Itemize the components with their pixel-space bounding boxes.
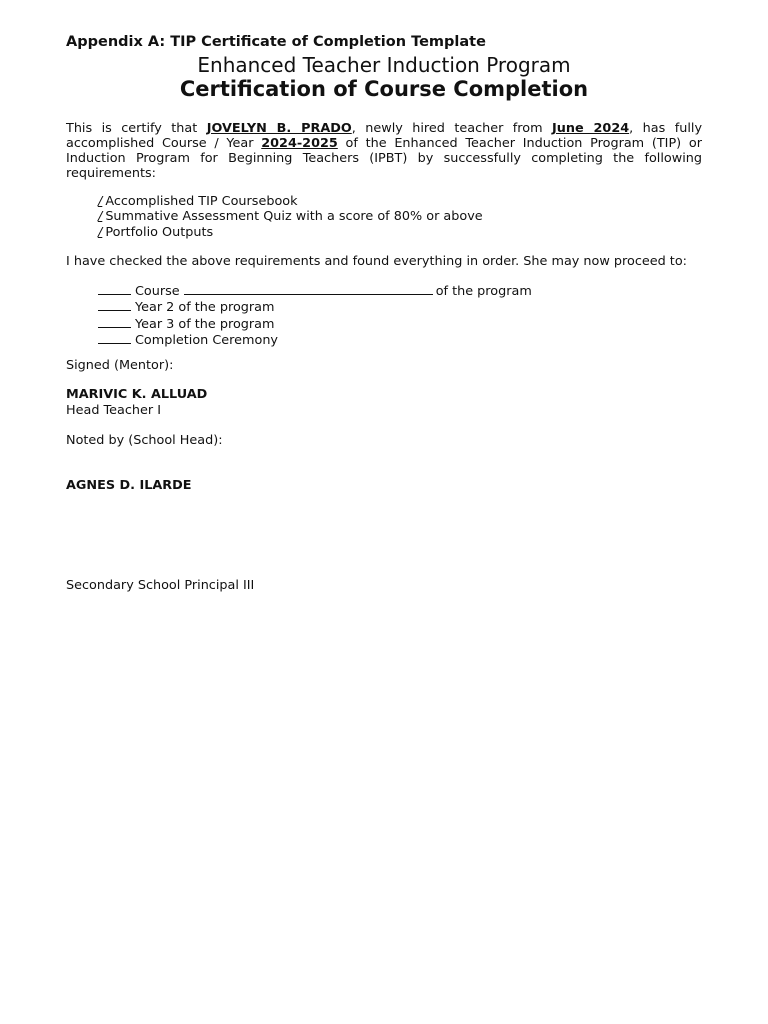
appendix-heading: Appendix A: TIP Certificate of Completion Template [66,34,486,50]
intro-text: , newly hired teacher from [351,121,553,136]
intro-paragraph [66,121,702,181]
intro-line-2 [66,136,702,151]
list-item [98,194,483,209]
checked-statement: I have checked the above requirements and found everything in order. She may now proceed to: [66,254,687,269]
blank-line [98,332,131,344]
certificate-page [66,0,702,1024]
requirement-label: Accomplished TIP Coursebook [105,194,298,209]
blank-line [98,299,131,311]
list-item [98,225,483,240]
list-item [98,209,483,224]
school-head-label: Noted by (School Head): [66,433,223,448]
requirement-label: Portfolio Outputs [105,224,214,240]
school-head-name: AGNES D. ILARDE [66,478,192,493]
check-mark: / [98,194,103,209]
proceed-options-list [98,283,532,348]
list-item [98,316,532,332]
intro-line-3: Induction Program for Beginning Teachers (IPBT) by successfully completing the following [66,151,702,166]
option-label: Completion Ceremony [135,332,279,348]
program-title: Enhanced Teacher Induction Program [197,53,571,77]
school-head-title: Secondary School Principal III [66,578,255,593]
mentor-label: Signed (Mentor): [66,358,174,373]
check-mark: / [98,209,103,225]
blank-line [98,316,131,328]
certificate-title: Certification of Course Completion [179,77,589,101]
requirement-label: Summative Assessment Quiz with a score of 80% or above [105,209,483,225]
option-label: Year 3 of the program [135,316,275,332]
intro-line-1 [66,121,702,136]
check-mark: / [98,224,103,240]
intro-text: of the Enhanced Teacher Induction Program (TIP) or [337,136,702,151]
intro-text: accomplished Course / Year [66,136,262,151]
course-blank-line [184,283,433,295]
option-label: Course [135,284,180,299]
intro-text: This is certify that [66,121,207,136]
option-suffix: of the program [435,284,532,299]
teacher-name: JOVELYN B. PRADO [206,121,352,136]
option-label: Year 2 of the program [135,300,275,316]
list-item [98,299,532,315]
mentor-title: Head Teacher I [66,403,162,418]
list-item [98,283,532,299]
requirements-list [98,194,483,240]
list-item [98,332,532,348]
blank-line [98,283,131,295]
school-year: 2024-2025 [261,136,338,151]
intro-line-4: requirements: [66,166,156,181]
intro-text: , has fully [629,121,703,136]
mentor-name: MARIVIC K. ALLUAD [66,387,208,402]
hire-date: June 2024 [552,121,630,136]
